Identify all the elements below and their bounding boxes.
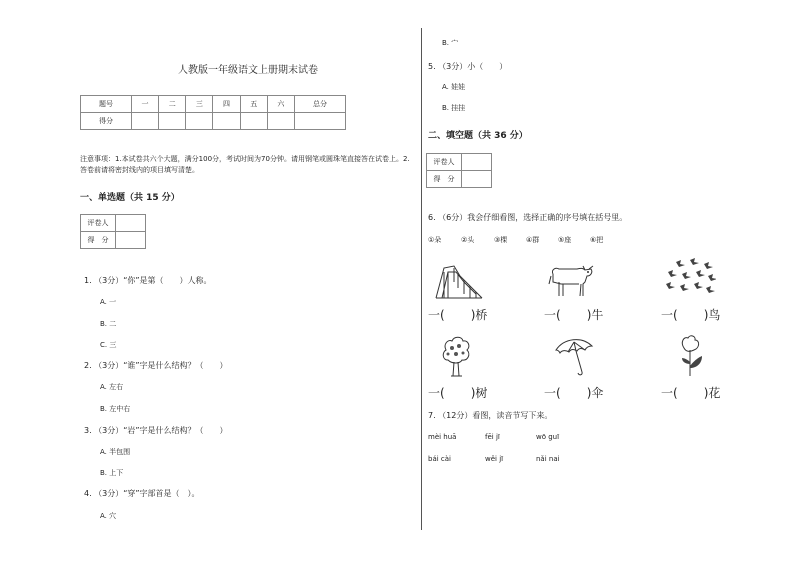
q5-option-b: B. 挂挂: [442, 104, 466, 112]
score-header: 一: [131, 96, 158, 113]
q2-option-a: A. 左右: [100, 383, 124, 391]
blank-bull[interactable]: [544, 306, 603, 323]
q3-option-b: B. 上下: [100, 469, 124, 477]
score-cell[interactable]: [462, 171, 492, 188]
score-header: 二: [159, 96, 186, 113]
grader-table-1: [80, 214, 146, 249]
q2-option-b: B. 左中右: [100, 405, 131, 413]
birds-icon: [664, 258, 716, 300]
score-cell[interactable]: [267, 113, 294, 130]
score-cell[interactable]: [116, 232, 146, 249]
bridge-icon: [434, 262, 484, 300]
tree-icon: [440, 334, 472, 378]
score-header: 题号: [81, 96, 132, 113]
pinyin-item: wěi jī: [485, 455, 504, 463]
q5-text: 5. （3分）小（ ）: [428, 62, 508, 71]
q6-option: ⑤座: [558, 236, 572, 244]
blank-prefix: 一(: [661, 386, 678, 400]
score-header: 总分: [294, 96, 345, 113]
q3-text: 3. （3分）“岩”字是什么结构？（ ）: [84, 426, 228, 435]
q7-text: 7. （12分）看图，读音节写下来。: [428, 411, 553, 420]
grader-cell[interactable]: [462, 154, 492, 171]
score-label: 得 分: [427, 171, 462, 188]
notice-line-1: 注意事项：1.本试卷共六个大题，满分100分，考试时间为70分钟。请用钢笔或圆珠笔直接答在试卷上。2.: [80, 155, 410, 163]
bull-icon: [547, 264, 595, 298]
pinyin-item: nǎi nai: [536, 455, 560, 463]
blank-suffix: )树: [470, 386, 488, 400]
grader-table-2: [426, 153, 492, 188]
grader-label: 评卷人: [81, 215, 116, 232]
blank-prefix: 一(: [428, 386, 445, 400]
page-title: 人教版一年级语文上册期末试卷: [178, 65, 318, 76]
blank-birds[interactable]: [661, 306, 720, 323]
blank-prefix: 一(: [544, 308, 561, 322]
pinyin-item: wō guī: [536, 433, 560, 441]
blank-suffix: )鸟: [703, 308, 721, 322]
q1-option-b: B. 二: [100, 320, 117, 328]
q4-text: 4. （3分）“穿”字部首是（ ）。: [84, 489, 200, 498]
blank-umbrella[interactable]: [544, 384, 603, 401]
blank-suffix: )花: [703, 386, 721, 400]
score-header: 三: [186, 96, 213, 113]
q6-text: 6. （6分）我会仔细看图，选择正确的序号填在括号里。: [428, 213, 628, 222]
pinyin-item: bái cài: [428, 455, 451, 463]
score-cell[interactable]: [240, 113, 267, 130]
blank-flower[interactable]: [661, 384, 720, 401]
grader-cell[interactable]: [116, 215, 146, 232]
flower-icon: [676, 334, 704, 378]
blank-suffix: )牛: [586, 308, 604, 322]
pinyin-item: fēi jī: [485, 433, 500, 441]
pinyin-item: mèi huā: [428, 433, 457, 441]
umbrella-icon: [552, 336, 596, 378]
q6-option: ⑥把: [590, 236, 604, 244]
q1-text: 1. （3分）“你”是第（ ）人称。: [84, 276, 212, 285]
q1-option-a: A. 一: [100, 298, 117, 306]
q6-option: ①朵: [428, 236, 442, 244]
blank-suffix: )桥: [470, 308, 488, 322]
score-cell[interactable]: [213, 113, 240, 130]
q4-option-b: B. 宀: [442, 39, 459, 47]
q3-option-a: A. 半包围: [100, 448, 131, 456]
score-row-label: 得分: [81, 113, 132, 130]
blank-suffix: )伞: [586, 386, 604, 400]
q1-option-c: C. 三: [100, 341, 117, 349]
score-cell[interactable]: [131, 113, 158, 130]
q6-option: ④群: [526, 236, 540, 244]
blank-tree[interactable]: [428, 384, 487, 401]
blank-prefix: 一(: [428, 308, 445, 322]
score-label: 得 分: [81, 232, 116, 249]
score-cell[interactable]: [159, 113, 186, 130]
grader-label: 评卷人: [427, 154, 462, 171]
notice-line-2: 答卷前请将密封线内的项目填写清楚。: [80, 166, 199, 174]
score-header: 四: [213, 96, 240, 113]
q6-option: ②头: [461, 236, 475, 244]
blank-prefix: 一(: [544, 386, 561, 400]
score-header: 五: [240, 96, 267, 113]
q5-option-a: A. 娃娃: [442, 83, 466, 91]
section2-heading: 二、填空题（共 36 分）: [428, 131, 528, 141]
q6-option: ③棵: [494, 236, 508, 244]
section1-heading: 一、单选题（共 15 分）: [80, 193, 180, 203]
score-table: [80, 95, 346, 130]
column-divider: [421, 28, 422, 530]
score-cell[interactable]: [294, 113, 345, 130]
score-cell[interactable]: [186, 113, 213, 130]
q4-option-a: A. 穴: [100, 512, 117, 520]
blank-bridge[interactable]: [428, 306, 487, 323]
score-header: 六: [267, 96, 294, 113]
q2-text: 2. （3分）“谁”字是什么结构？（ ）: [84, 361, 228, 370]
blank-prefix: 一(: [661, 308, 678, 322]
